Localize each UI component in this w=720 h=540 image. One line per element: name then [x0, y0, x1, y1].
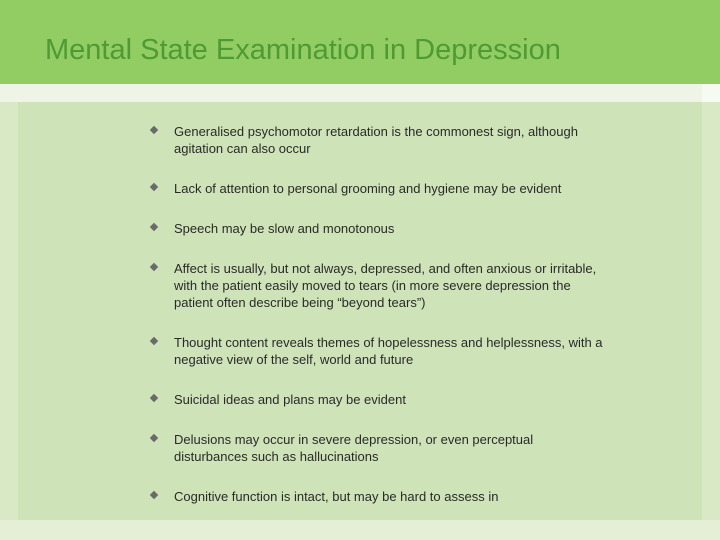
bullet-diamond-icon — [150, 223, 158, 231]
bullet-item — [150, 488, 610, 505]
bullet-text: Speech may be slow and monotonous — [174, 221, 395, 236]
bullet-text: Affect is usually, but not always, depressed, and often anxious or irritable, with the patient easily moved to tears (in more severe depression the patient often describe being “beyond tears”) — [174, 261, 597, 310]
bullet-text: Thought content reveals themes of hopelessness and helplessness, with a negative view of the self, world and future — [174, 335, 603, 367]
slide-title: Mental State Examination in Depression — [45, 34, 561, 66]
bullet-diamond-icon — [150, 126, 158, 134]
bullet-text: Suicidal ideas and plans may be evident — [174, 392, 406, 407]
bullet-diamond-icon — [150, 434, 158, 442]
bullet-text: Generalised psychomotor retardation is the commonest sign, although agitation can also occur — [174, 124, 578, 156]
bullet-item — [150, 391, 610, 408]
header-divider-accent — [702, 84, 720, 102]
content-right-edge — [702, 102, 720, 540]
bullet-diamond-icon — [150, 263, 158, 271]
bullet-item — [150, 260, 610, 311]
bullet-item — [150, 334, 610, 368]
bullet-diamond-icon — [150, 183, 158, 191]
header-divider-band — [0, 84, 720, 102]
bullet-item — [150, 123, 610, 157]
content-left-edge — [0, 102, 18, 540]
slide-header — [0, 0, 720, 84]
bullet-diamond-icon — [150, 491, 158, 499]
bullet-item — [150, 431, 610, 465]
bullet-text: Lack of attention to personal grooming and hygiene may be evident — [174, 181, 562, 196]
bullet-diamond-icon — [150, 394, 158, 402]
bullet-text: Cognitive function is intact, but may be hard to assess in — [174, 489, 499, 504]
bullet-item — [150, 180, 610, 197]
bullet-diamond-icon — [150, 337, 158, 345]
bullet-item — [150, 220, 610, 237]
bullet-text: Delusions may occur in severe depression, or even perceptual disturbances such as hallucinations — [174, 432, 534, 464]
bullet-list — [150, 123, 610, 528]
